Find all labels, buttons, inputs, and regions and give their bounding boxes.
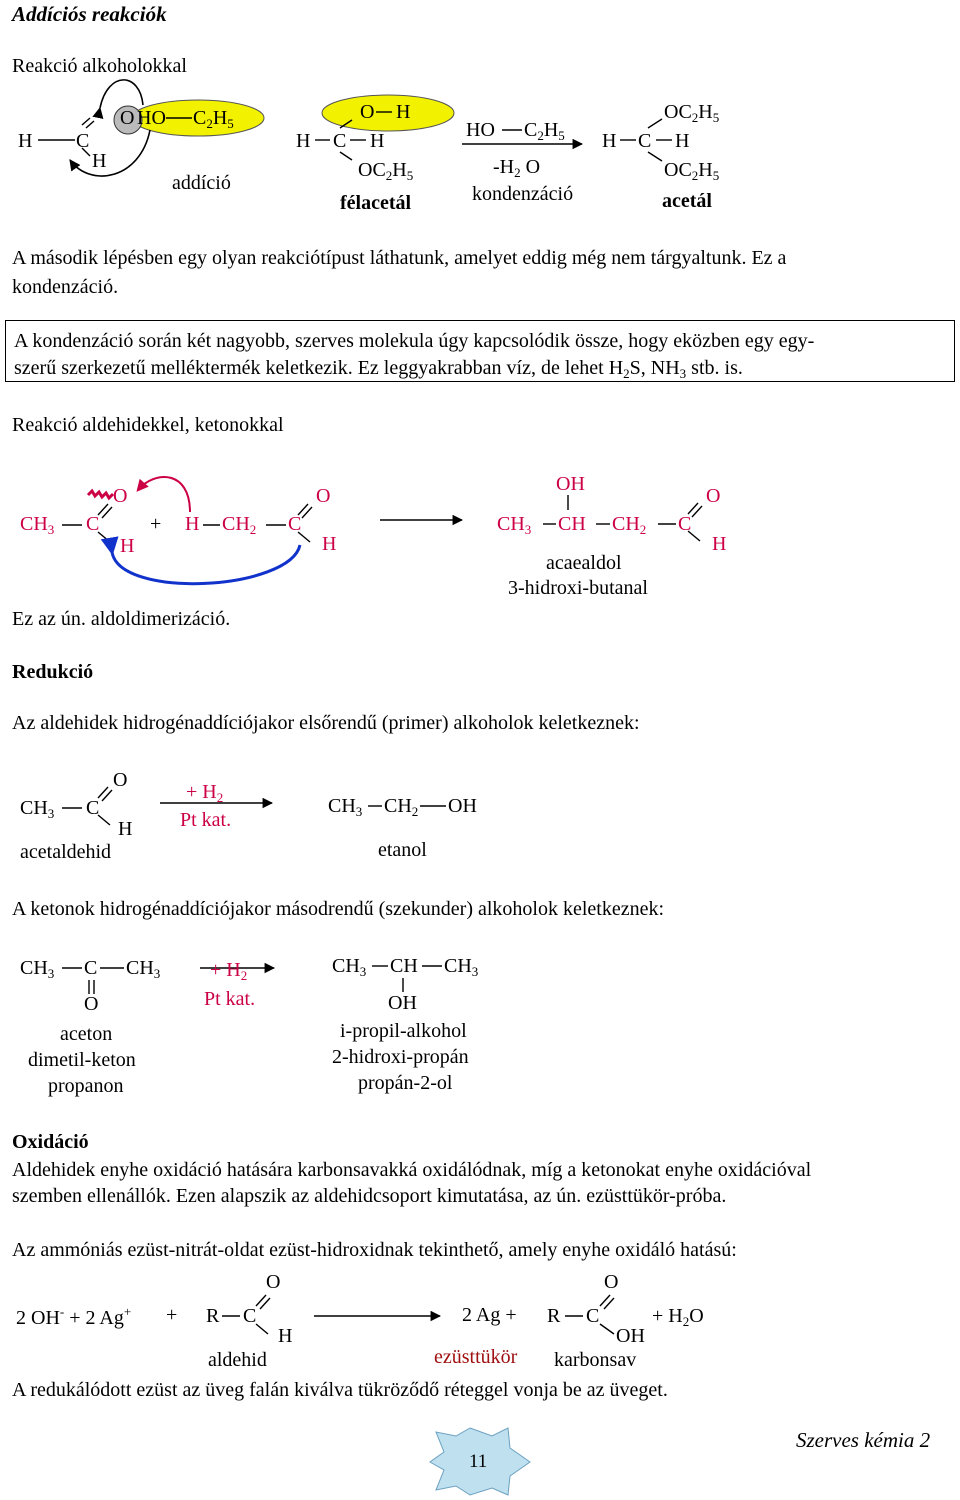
atom-h: H xyxy=(118,818,133,840)
blue-curve-arrow xyxy=(112,545,300,584)
atom-h: H xyxy=(370,130,385,152)
group-ho: HO xyxy=(137,107,166,129)
group-ch3: $CH_3$ xyxy=(444,955,479,979)
reactant-name: aceton xyxy=(60,1023,113,1045)
group-ch3: $CH_3$ xyxy=(20,957,55,981)
group-c2h5: $C_2H_5$ xyxy=(193,107,234,131)
atom-h: H xyxy=(322,533,337,555)
page-number: 11 xyxy=(469,1451,488,1472)
group-oh: OH xyxy=(388,992,417,1014)
product-name: acetál xyxy=(662,190,712,212)
footer-subject: Szerves kémia 2 xyxy=(796,1428,931,1452)
water: + $H_2O$ xyxy=(652,1305,704,1329)
product-name: propán-2-ol xyxy=(358,1072,453,1094)
atom-c: C xyxy=(288,513,302,535)
atom-r: R xyxy=(547,1305,561,1327)
atom-h: H xyxy=(18,130,33,152)
group-oh: OH xyxy=(556,473,585,495)
atom-h: H xyxy=(296,130,311,152)
atom-h: H xyxy=(712,533,727,555)
section-heading-reduction: Redukció xyxy=(12,661,94,683)
catalyst-label: Pt kat. xyxy=(204,988,256,1010)
reactant-name: dimetil-keton xyxy=(28,1049,136,1071)
product-name: acaealdol xyxy=(546,552,622,574)
reagent-h2: + $H_2$ xyxy=(210,959,248,983)
group-ch3: $CH_3$ xyxy=(497,513,532,537)
atom-c: C xyxy=(678,513,692,535)
product-name: 2-hidroxi-propán xyxy=(332,1046,469,1068)
atom-o: O xyxy=(84,993,99,1015)
silver-mirror-label: ezüsttükör xyxy=(434,1346,518,1368)
intermediate-name: félacetál xyxy=(340,192,412,214)
curve-arrow-upper xyxy=(100,80,143,108)
atom-r: R xyxy=(206,1305,220,1327)
highlight-oh-group xyxy=(322,95,454,131)
atom-h: H xyxy=(120,535,135,557)
reactant-name: aldehid xyxy=(208,1349,267,1371)
catalyst-label: Pt kat. xyxy=(180,809,232,831)
atom-o: O xyxy=(113,485,128,507)
step-label-condensation: kondenzáció xyxy=(472,183,574,205)
atom-h: H xyxy=(602,130,617,152)
oxidation-text: szemben ellenállók. Ezen alapszik az aldehidcsoport kimutatása, az ún. ezüsttükör-próba. xyxy=(12,1185,727,1207)
definition-line: szerű szerkezetű melléktermék keletkezik. Ez leggyakrabban víz, de lehet $H_2S$, $NH_3$ stb. is. xyxy=(14,357,743,381)
group-oc2h5: $OC_2H_5$ xyxy=(664,101,720,125)
red-curve-arrow xyxy=(138,477,190,512)
group-ch: CH xyxy=(390,955,418,977)
atom-c: C xyxy=(84,957,98,979)
atom-o: O xyxy=(604,1271,619,1293)
reduction-intro: Az aldehidek hidrogénaddíciójakor elsőrendű (primer) alkoholok keletkeznek: xyxy=(12,712,640,734)
section-heading-aldehydes: Reakció aldehidekkel, ketonokkal xyxy=(12,414,284,436)
group-ch3: $CH_3$ xyxy=(126,957,161,981)
section-heading-alcohols: Reakció alkoholokkal xyxy=(12,55,187,77)
group-oh: OH xyxy=(616,1325,645,1347)
group-ch: CH xyxy=(558,513,586,535)
atom-c: C xyxy=(86,797,100,819)
group-oc2h5: $OC_2H_5$ xyxy=(664,159,720,183)
atom-c: C xyxy=(586,1305,600,1327)
atom-o: O xyxy=(266,1271,281,1293)
group-ch3: $CH_3$ xyxy=(332,955,367,979)
oxidation-text: Az ammóniás ezüst-nitrát-oldat ezüst-hidroxidnak tekinthető, amely enyhe oxidáló hatású: xyxy=(12,1239,737,1261)
definition-line: A kondenzáció során két nagyobb, szerves molekula úgy kapcsolódik össze, hogy eközben egy egy- xyxy=(14,330,815,352)
reagent-c2h5: $C_2H_5$ xyxy=(524,119,565,143)
atom-c: C xyxy=(86,513,100,535)
equation-right: 2 Ag + xyxy=(462,1304,517,1326)
minus-water: $-H_2$ O xyxy=(493,156,541,180)
group-ch3: $CH_3$ xyxy=(20,513,55,537)
atom-o: O xyxy=(120,107,135,129)
product-name: i-propil-alkohol xyxy=(340,1020,467,1042)
atom-o: O xyxy=(113,769,128,791)
group-ch3: $CH_3$ xyxy=(20,797,55,821)
reagent-ho: HO xyxy=(466,119,495,141)
group-ch2: $CH_2$ xyxy=(612,513,647,537)
atom-o: O xyxy=(360,101,375,123)
group-ch2: $CH_2$ xyxy=(384,795,419,819)
group-oh: OH xyxy=(448,795,477,817)
reactant-name: propanon xyxy=(48,1075,124,1097)
oxidation-text: Aldehidek enyhe oxidáció hatására karbonsavakká oxidálódnak, míg a ketonokat enyhe oxidációval xyxy=(12,1159,812,1181)
group-ch3: $CH_3$ xyxy=(328,795,363,819)
atom-h: H xyxy=(185,513,200,535)
atom-h: H xyxy=(278,1325,293,1347)
step-label-addition: addíció xyxy=(172,172,231,194)
atom-c: C xyxy=(243,1305,257,1327)
atom-o: O xyxy=(316,485,331,507)
atom-c: C xyxy=(638,130,652,152)
group-ch2: $CH_2$ xyxy=(222,513,257,537)
group-oc2h5: $OC_2H_5$ xyxy=(358,159,414,183)
section-heading-oxidation: Oxidáció xyxy=(12,1131,89,1153)
reactant-name: acetaldehid xyxy=(20,841,112,863)
atom-o: O xyxy=(706,485,721,507)
paragraph-line: A második lépésben egy olyan reakciótípust láthatunk, amelyet eddig még nem tárgyaltunk. Ez a xyxy=(12,247,787,269)
paragraph-line: kondenzáció. xyxy=(12,276,119,298)
wavy-break xyxy=(88,491,113,498)
oxidation-final: A redukálódott ezüst az üveg falán kiválva tükröződő réteggel vonja be az üveget. xyxy=(12,1379,668,1401)
atom-h2: H xyxy=(92,150,107,172)
reduction-intro: A ketonok hidrogénaddíciójakor másodrendű (szekunder) alkoholok keletkeznek: xyxy=(12,898,665,920)
atom-c: C xyxy=(333,130,347,152)
aldol-note: Ez az ún. aldoldimerizáció. xyxy=(12,608,231,630)
atom-h: H xyxy=(675,130,690,152)
plus-sign: + xyxy=(166,1304,178,1326)
reagent-h2: + $H_2$ xyxy=(186,781,224,805)
equation-left: 2 OH- + 2 Ag+ xyxy=(16,1304,132,1329)
atom-c: C xyxy=(76,130,90,152)
product-iupac-name: 3-hidroxi-butanal xyxy=(508,577,648,599)
product-name: karbonsav xyxy=(554,1349,637,1371)
page-title: Addíciós reakciók xyxy=(12,2,167,26)
plus-sign: + xyxy=(150,513,162,535)
product-name: etanol xyxy=(378,839,427,861)
atom-h: H xyxy=(396,101,411,123)
